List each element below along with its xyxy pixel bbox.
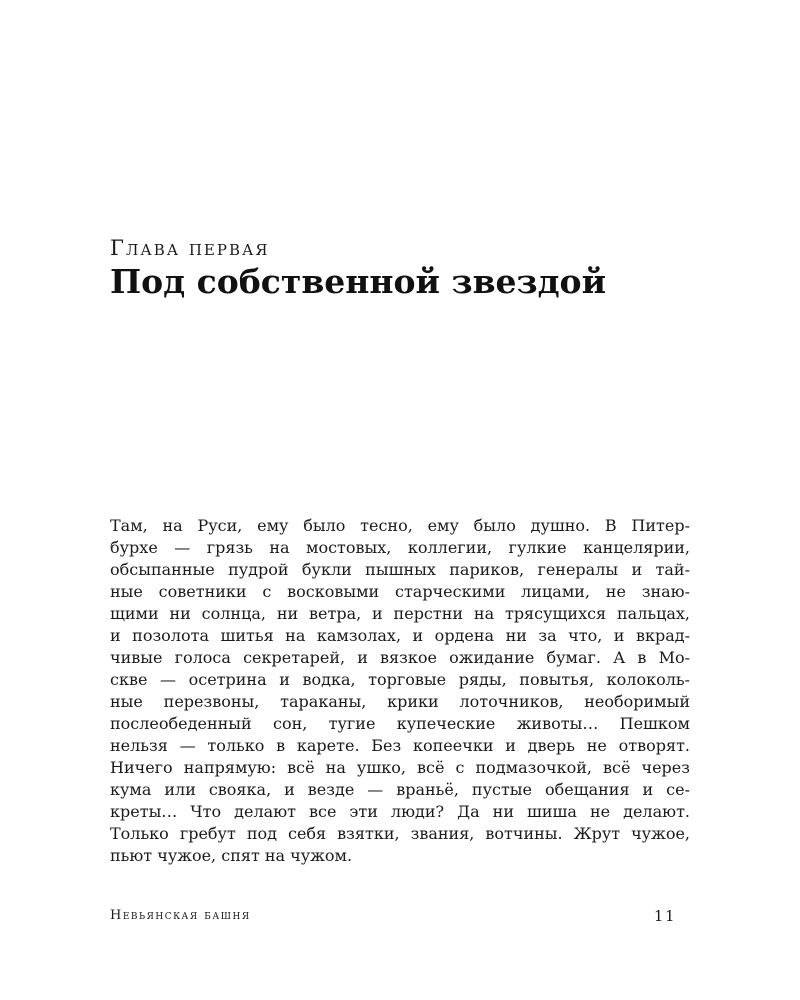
page-number: 11 [653,907,676,925]
body-line: обсыпанные пудрой букли пышных париков, генералы и тай- [110,560,690,579]
body-line: щими ни солнца, ни ветра, и перстни на трясущихся пальцах, [110,604,690,623]
chapter-label: Глава первая [110,236,270,260]
body-paragraph [110,515,690,867]
body-line: чивые голоса секретарей, и вязкое ожидание бумаг. А в Мо- [110,648,690,667]
body-line: ные советники с восковыми старческими лицами, не знаю- [110,582,690,601]
body-line: Там, на Руси, ему было тесно, ему было душно. В Питер- [110,516,690,535]
body-line: кума или свояка, и везде — враньё, пустые обещания и се- [110,780,690,799]
chapter-title: Под собственной звездой [110,262,607,301]
body-line: нельзя — только в карете. Без копеечки и дверь не отворят. [110,736,690,755]
body-line: скве — осетрина и водка, торговые ряды, повытья, колоколь- [110,670,690,689]
body-line: Ничего напрямую: всё на ушко, всё с подмазочкой, всё через [110,758,690,777]
body-line: Только гребут под себя взятки, звания, вотчины. Жрут чужое, [110,824,690,843]
page-footer [110,905,690,927]
body-line: бурхе — грязь на мостовых, коллегии, гулкие канцелярии, [110,538,690,557]
running-title: Невьянская башня [110,908,251,923]
body-line: пьют чужое, спят на чужом. [110,846,353,865]
body-line: и позолота шитья на камзолах, и ордена ни за что, и вкрад- [110,626,690,645]
body-line: ные перезвоны, тараканы, крики лоточников, необоримый [110,692,690,711]
body-line: креты… Что делают все эти люди? Да ни шиша не делают. [110,802,690,821]
body-line: послеобеденный сон, тугие купеческие животы… Пешком [110,714,690,733]
